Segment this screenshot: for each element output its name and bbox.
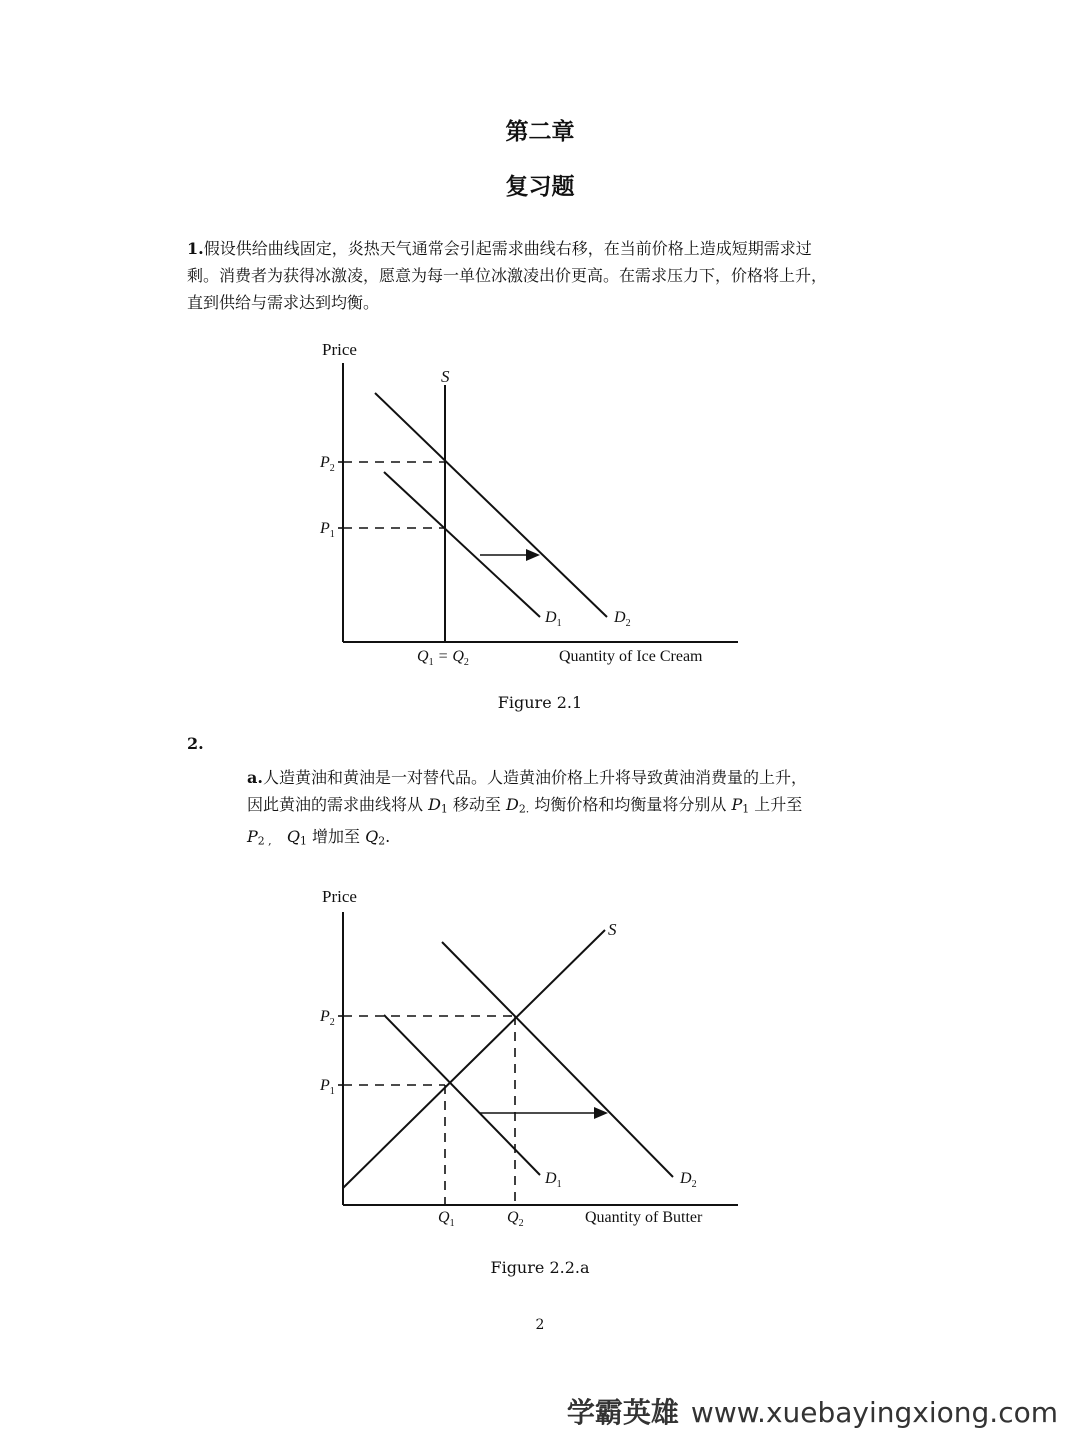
question-1 xyxy=(187,235,887,316)
question-2a-text: 人造黄油和黄油是一对替代品。人造黄油价格上升将导致黄油消费量的上升， xyxy=(262,768,807,787)
supply-label: S xyxy=(608,920,617,939)
d1-label: $D_1$ xyxy=(545,609,562,629)
question-2a-line: $P_{2 ,}$ $Q_1$ 增加至 $Q_2$. xyxy=(247,826,391,848)
figure-2-1-caption: Figure 2.1 xyxy=(497,693,583,712)
question-2a-line: 因此黄油的需求曲线将从 $D_1$ 移动至 $D_{2.}$ 均衡价格和均衡量将分别从 $P_1$ 上升至 xyxy=(247,795,803,816)
question-1-number: 1. xyxy=(187,239,204,258)
y-axis-label: Price xyxy=(322,340,357,359)
q1-label: $Q_1$ xyxy=(438,1209,455,1229)
demand-curve-d1 xyxy=(384,1015,540,1175)
q-equilibrium-label: $Q_1 = Q_2$ xyxy=(417,648,469,668)
d2-label: $D_2$ xyxy=(680,1170,697,1190)
p2-label: $P_2$ xyxy=(320,1008,335,1028)
question-2a-label: a. xyxy=(247,768,263,787)
supply-label: S xyxy=(441,367,450,386)
watermark-brand: 学霸英雄 xyxy=(566,1396,679,1429)
question-2a-line xyxy=(247,764,847,791)
demand-curve-d1 xyxy=(384,472,540,617)
figure-2-2a-chart xyxy=(300,882,760,1232)
question-1-line xyxy=(187,235,887,262)
demand-curve-d2 xyxy=(375,393,607,617)
section-title: 复习题 xyxy=(505,174,575,200)
p2-label: $P_2$ xyxy=(320,454,335,474)
q2-label: $Q_2$ xyxy=(507,1209,524,1229)
x-axis-label: Quantity of Butter xyxy=(585,1209,703,1226)
d1-label: $D_1$ xyxy=(545,1170,562,1190)
question-1-line: 直到供给与需求达到均衡。 xyxy=(187,293,380,312)
figure-2-2a-caption: Figure 2.2.a xyxy=(490,1258,590,1277)
supply-curve xyxy=(343,930,605,1188)
p1-label: $P_1$ xyxy=(320,520,335,540)
question-2-number: 2. xyxy=(187,734,204,753)
watermark xyxy=(567,1391,1058,1431)
y-axis-label: Price xyxy=(322,887,357,906)
p1-label: $P_1$ xyxy=(320,1077,335,1097)
x-axis-label: Quantity of Ice Cream xyxy=(559,648,703,665)
question-1-line: 剩。消费者为获得冰激凌，愿意为每一单位冰激凌出价更高。在需求压力下，价格将上升， xyxy=(187,266,828,285)
chapter-title: 第二章 xyxy=(505,119,575,145)
watermark-url: www.xuebayingxiong.com xyxy=(690,1396,1058,1429)
page-number: 2 xyxy=(535,1317,545,1333)
question-2a xyxy=(247,764,847,854)
question-1-text: 假设供给曲线固定，炎热天气通常会引起需求曲线右移，在当前价格上造成短期需求过 xyxy=(203,239,812,258)
d2-label: $D_2$ xyxy=(614,609,631,629)
figure-2-1-chart xyxy=(300,335,760,675)
